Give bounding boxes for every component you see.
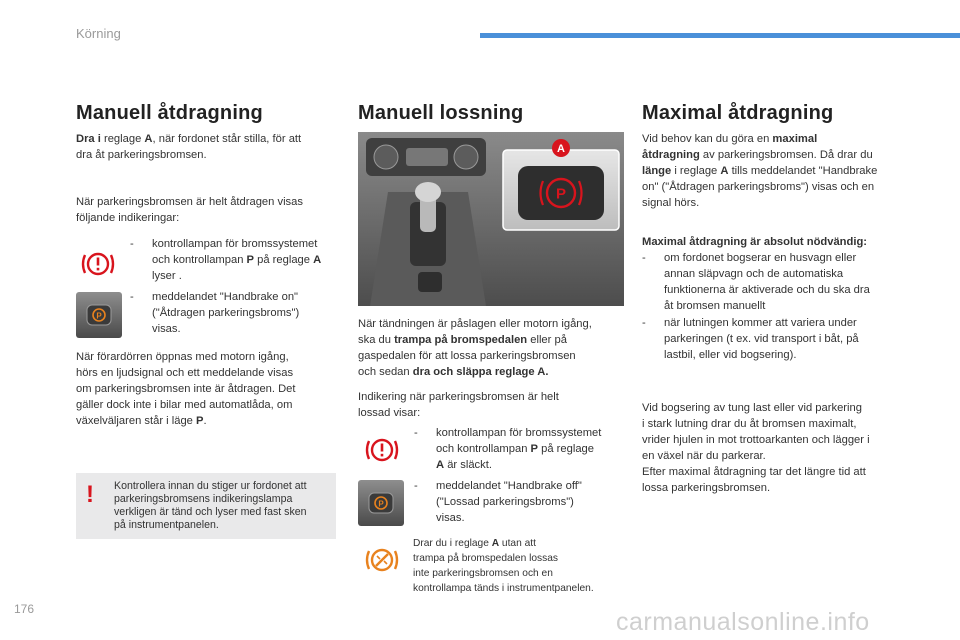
col2-paragraph-2: Indikering när parkeringsbromsen är helt lossad visar: (358, 391, 559, 419)
col1-paragraph-2: När parkeringsbromsen är helt åtdragen visas följande indikeringar: (76, 196, 303, 224)
col3-bullet-2: - när lutningen kommer att variera under parkeringen (t ex. vid transport i båt, på lastbil, eller vid bogsering). (642, 317, 859, 361)
heading-manual-apply: Manuell åtdragning (76, 102, 263, 124)
warning-text: Kontrollera innan du stiger ur fordonet att parkeringsbromsens indikeringslampa verkligen är tänd och lyser med fast sken på instrumentpanelen. (114, 480, 307, 531)
brake-fault-lamp-icon (360, 540, 404, 580)
header-accent-bar (480, 33, 960, 38)
page-number: 176 (14, 602, 35, 616)
photo-label-a: A (557, 143, 565, 155)
heading-manual-release: Manuell lossning (358, 102, 524, 124)
brake-warning-lamp-icon (360, 430, 404, 470)
col2-bullet-2: - meddelandet "Handbrake off" ("Lossad parkeringsbroms") visas. (414, 480, 582, 524)
brake-warning-lamp-icon (76, 244, 120, 284)
heading-maximum-apply: Maximal åtdragning (642, 102, 834, 124)
col2-note: Drar du i reglage A utan att trampa på bromspedalen lossas inte parkeringsbromsen och en kontrollampa tänds i instrumentpanelen. (413, 538, 594, 594)
page-header-title: Körning (76, 26, 121, 41)
col2-paragraph-1: När tändningen är påslagen eller motorn igång, ska du trampa på bromspedalen eller på gaspedalen för att lossa parkeringsbromsen och sedan dra och släppa reglage A. (358, 318, 592, 378)
col3-paragraph-2: Vid bogsering av tung last eller vid parkering i stark lutning drar du åt bromsen maximalt, vrider hjulen in mot trottoarkanten och lägger i en växel när du parkerar. Efter maximal åtdragning tar det längre tid att lossa parkeringsbromsen. (642, 402, 870, 494)
svg-text:P: P (96, 311, 102, 321)
col1-bullet-2: - meddelandet "Handbrake on" ("Åtdragen parkeringsbroms") visas. (130, 291, 300, 335)
watermark: carmanualsonline.info (616, 608, 870, 636)
col3-bullet-1: - om fordonet bogserar en husvagn eller annan släpvagn och de automatiska funktionerna är aktiverade och du ska dra åt bromsen manuellt (642, 252, 870, 312)
col1-bullet-1: - kontrollampan för bromssystemet och kontrollampan P på reglage A lyser . (130, 238, 322, 282)
warning-exclamation-icon: ! (86, 481, 94, 508)
svg-text:P: P (555, 185, 567, 203)
col1-paragraph-3: När förardörren öppnas med motorn igång, hörs en ljudsignal och ett meddelande visas om parkeringsbromsen inte är åtdragen. Det gäller dock inte i bilar med automatlåda, om växelväljaren står i läge P. (76, 351, 296, 427)
col3-sub-heading: Maximal åtdragning är absolut nödvändig: (642, 236, 868, 248)
warning-box (76, 473, 336, 539)
col3-paragraph-1: Vid behov kan du göra en maximal åtdragning av parkeringsbromsen. Då drar du länge i reglage A tills meddelandet "Handbrake on" ("Åtdragen parkeringsbroms") visas och en signal hörs. (642, 133, 878, 209)
col1-paragraph-1: Dra i reglage A, när fordonet står stilla, för att dra åt parkeringsbromsen. (76, 133, 302, 161)
svg-text:P: P (378, 499, 384, 509)
handbrake-button-icon (76, 292, 122, 338)
center-console-photo (358, 132, 624, 306)
handbrake-button-icon (358, 480, 404, 526)
col2-bullet-1: - kontrollampan för bromssystemet och kontrollampan P på reglage A är släckt. (414, 427, 602, 471)
